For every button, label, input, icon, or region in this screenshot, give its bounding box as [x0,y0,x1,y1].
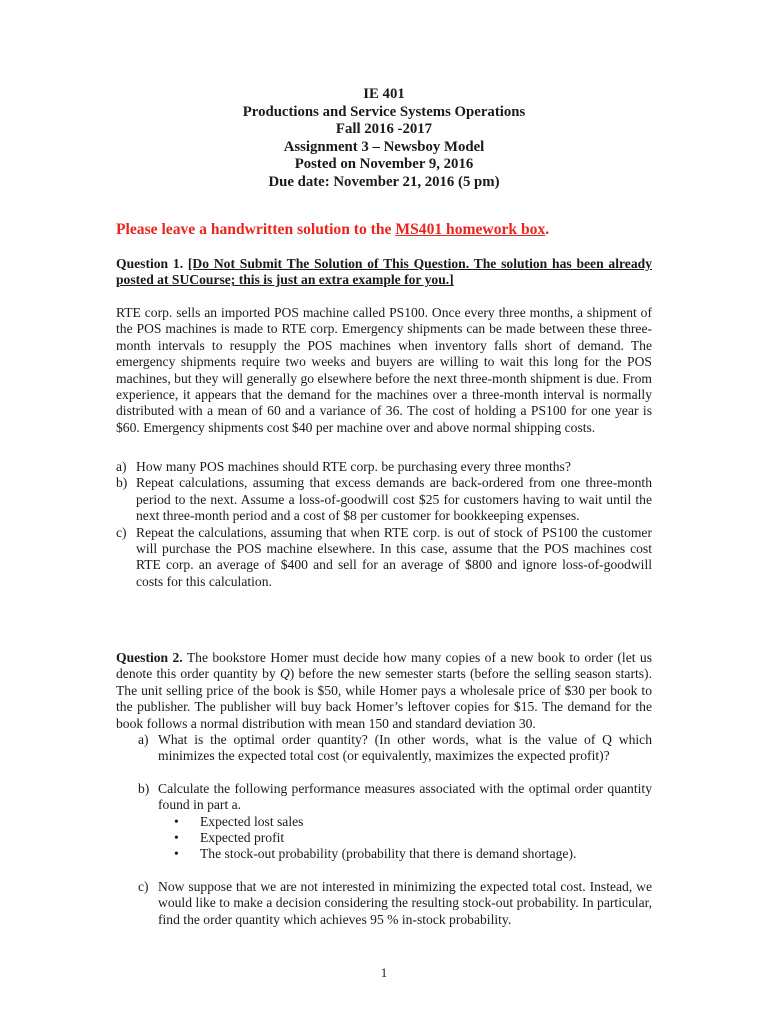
item-text: Repeat the calculations, assuming that when RTE corp. is out of stock of PS100 the customer will purchase the POS machine elsewhere. In this case, assume that the POS machines cost RTE corp. an average of $400 and sell for an average of $800 and ignore loss-of-goodwill costs for this calculation. [136,524,652,589]
submission-notice [116,221,676,239]
question-1-note: [Do Not Submit The Solution of This Question. The solution has been already posted at SUCourse; this is just an extra example for you.] [116,256,652,288]
bullet-item [158,814,652,830]
performance-measures-list [158,814,652,863]
list-item [138,781,652,863]
item-marker: c) [138,878,149,894]
item-marker: a) [116,459,127,474]
question-2-items [138,732,652,944]
question-1-label: Question 1. [116,256,184,271]
page-number: 1 [380,965,388,980]
bullet-icon: • [174,830,179,846]
list-item [138,879,652,928]
list-item [116,475,652,524]
item-marker: c) [116,524,127,540]
bullet-item [158,846,652,862]
bullet-icon: • [174,846,179,862]
question-2-text-1: The bookstore Homer must decide how many copies of a new book to order (let us denote this order quantity by [116,650,652,682]
course-title: Productions and Service Systems Operations [242,103,526,120]
term: Fall 2016 -2017 [335,121,433,138]
item-marker: b) [116,475,128,491]
bullet-text: The stock-out probability (probability that there is demand shortage). [200,846,577,862]
list-item [138,732,652,765]
assignment-title: Assignment 3 – Newsboy Model [283,138,485,155]
question-2-label: Question 2. [116,650,183,665]
bullet-item [158,830,652,846]
item-marker: a) [138,732,149,747]
list-item [116,525,652,591]
item-marker: b) [138,780,150,796]
question-1-items [116,459,652,590]
item-text: Now suppose that we are not interested in minimizing the expected total cost. Instead, we would like to make a decision considering the resulting stock-out probability. In particular, find the order quantity which achieves 95 % in-stock probability. [158,878,652,927]
item-text: How many POS machines should RTE corp. be purchasing every three months? [136,459,571,474]
homework-box-link[interactable]: MS401 homework box [395,221,546,238]
bullet-text: Expected profit [200,830,285,846]
question-1-paragraph: RTE corp. sells an imported POS machine called PS100. Once every three months, a shipment of the POS machines is made to RTE corp. Emergency shipments can be made between these three-month intervals to resupply the POS machines when inventory falls short of demand. The emergency shipments require two weeks and buyers are willing to wait this long for the POS machines, but they will generally go elsewhere before the next three-month shipment is due. From experience, it appears that the demand for the machines over a three-month interval is normally distributed with a mean of 60 and a variance of 36. The cost of holding a PS100 for one year is $60. Emergency shipments cost $40 per machine over and above normal shipping costs. [116,305,652,435]
question-2-text-2: ) before the new semester starts (before the selling season starts). The unit selling price of the book is $50, while Homer pays a wholesale price of $30 per book to the publisher. The publisher will buy back Homer’s leftover copies for $15. The demand for the book follows a normal distribution with mean 150 and standard deviation 30. [116,666,652,731]
q-symbol: Q [279,666,290,682]
bullet-icon: • [174,813,179,829]
document-header [0,86,768,192]
question-1-heading [116,256,652,289]
due-date: Due date: November 21, 2016 (5 pm) [268,173,500,190]
notice-suffix: . [545,221,550,238]
item-text: Repeat calculations, assuming that excess demands are back-ordered from one three-month period to the next. Assume a loss-of-goodwill cost $25 for customers having to wait until the next three-month period and a cost of $8 per customer for bookkeeping expenses. [136,475,652,524]
posted-date: Posted on November 9, 2016 [294,156,474,173]
question-2-paragraph [116,650,652,732]
bullet-text: Expected lost sales [200,813,304,829]
list-item [116,459,652,475]
item-text: What is the optimal order quantity? (In other words, what is the value of Q which minimizes the expected total cost (or equivalently, maximizes the expected profit)? [158,732,652,764]
notice-text: Please leave a handwritten solution to the [116,221,396,238]
item-text: Calculate the following performance measures associated with the optimal order quantity found in part a. [158,780,652,813]
course-code: IE 401 [363,86,405,102]
